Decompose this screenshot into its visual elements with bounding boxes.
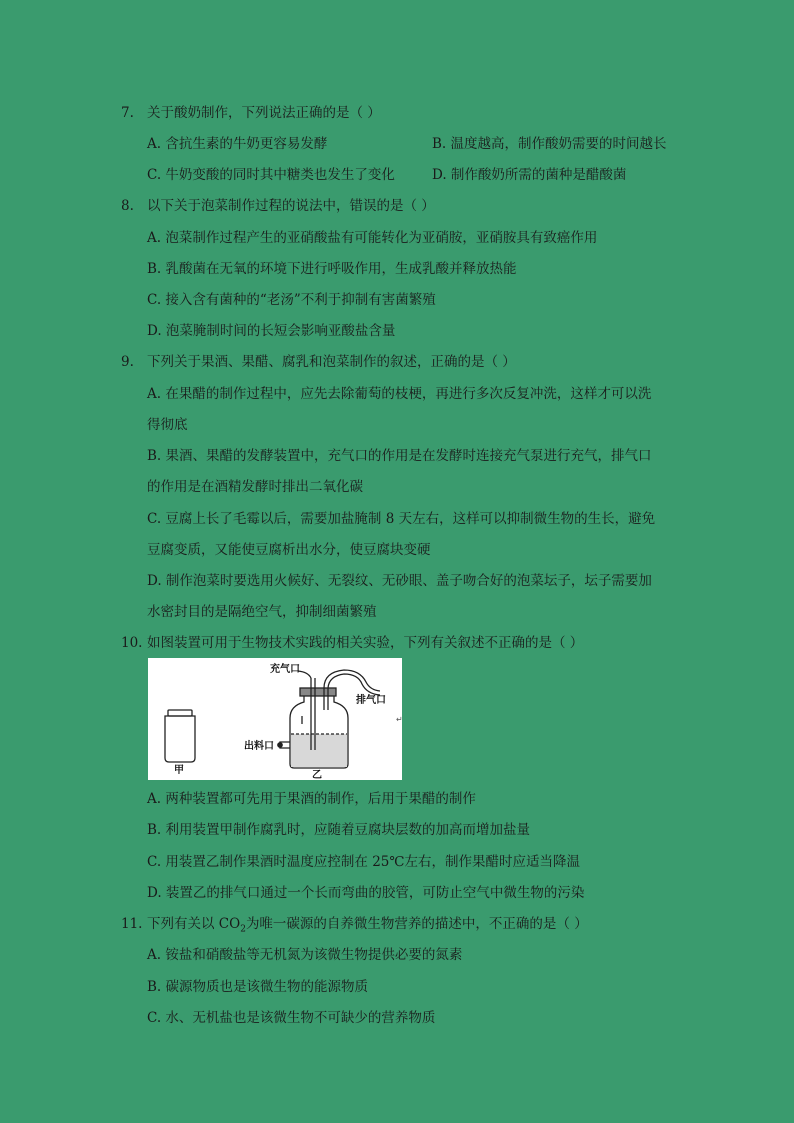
question-11-stem: [121, 915, 588, 939]
question-number: 7.: [121, 105, 134, 121]
label-yi: 乙: [312, 770, 322, 781]
option-a: A. 含抗生素的牛奶更容易发酵: [147, 136, 328, 152]
question-text: 以下关于泡菜制作过程的说法中，错误的是（ ）: [147, 198, 435, 214]
option-c-line-2: 豆腐变质，又能使豆腐析出水分，使豆腐块变硬: [147, 542, 431, 558]
option-b: B. 利用装置甲制作腐乳时，应随着豆腐块层数的加高而增加盐量: [147, 822, 531, 838]
option-b: B. 乳酸菌在无氧的环境下进行呼吸作用，生成乳酸并释放热能: [147, 261, 517, 277]
label-discharge: 出料口: [244, 741, 274, 752]
question-number: 11.: [121, 916, 143, 932]
question-8-stem: [121, 197, 435, 215]
question-7-stem: [121, 104, 381, 122]
option-d-line-1: D. 制作泡菜时要选用火候好、无裂纹、无砂眼、盖子吻合好的泡菜坛子，坛子需要加: [147, 573, 652, 589]
option-d: D. 装置乙的排气口通过一个长而弯曲的胶管，可防止空气中微生物的污染: [147, 885, 585, 901]
question-number: 8.: [121, 198, 134, 214]
label-outlet: 排气口: [356, 695, 386, 706]
question-text-pre: 下列有关以 CO: [147, 916, 241, 932]
question-number: 9.: [121, 354, 134, 370]
option-a: A. 铵盐和硝酸盐等无机氮为该微生物提供必要的氮素: [147, 947, 463, 963]
option-a-line-2: 得彻底: [147, 417, 188, 433]
question-text: 关于酸奶制作，下列说法正确的是（ ）: [147, 105, 381, 121]
option-a: A. 泡菜制作过程产生的亚硝酸盐有可能转化为亚硝胺，亚硝胺具有致癌作用: [147, 230, 598, 246]
question-text: 如图装置可用于生物技术实践的相关实验，下列有关叙述不正确的是（ ）: [147, 635, 584, 651]
question-10-stem: [121, 634, 583, 652]
option-d-line-2: 水密封目的是隔绝空气，抑制细菌繁殖: [147, 604, 377, 620]
question-9-stem: [121, 353, 516, 371]
option-b-line-2: 的作用是在酒精发酵时排出二氧化碳: [147, 479, 363, 495]
option-d: D. 泡菜腌制时间的长短会影响亚酸盐含量: [147, 323, 396, 339]
svg-text:↵: ↵: [396, 715, 403, 724]
question-text: 下列关于果酒、果醋、腐乳和泡菜制作的叙述，正确的是（ ）: [147, 354, 516, 370]
option-b: B. 碳源物质也是该微生物的能源物质: [147, 979, 369, 995]
option-c: C. 水、无机盐也是该微生物不可缺少的营养物质: [147, 1010, 436, 1026]
option-b: B. 温度越高，制作酸奶需要的时间越长: [432, 136, 667, 152]
label-inlet: 充气口: [270, 664, 300, 675]
option-a: A. 两种装置都可先用于果酒的制作，后用于果醋的制作: [147, 791, 476, 807]
question-text-post: 为唯一碳源的自养微生物营养的描述中，不正确的是（ ）: [245, 916, 588, 932]
option-c: C. 牛奶变酸的同时其中糖类也发生了变化: [147, 167, 395, 183]
option-c: C. 接入含有菌种的“老汤”不利于抑制有害菌繁殖: [147, 292, 436, 308]
option-b-line-1: B. 果酒、果醋的发酵装置中，充气口的作用是在发酵时连接充气泵进行充气，排气口: [147, 448, 652, 464]
option-c-line-1: C. 豆腐上长了毛霉以后，需要加盐腌制 8 天左右，这样可以抑制微生物的生长，避免: [147, 511, 656, 527]
option-a-line-1: A. 在果醋的制作过程中，应先去除葡萄的枝梗，再进行多次反复冲洗，这样才可以洗: [147, 386, 652, 402]
apparatus-yi-drawing: [278, 670, 380, 768]
question-number: 10.: [121, 635, 143, 651]
bottle-jia-drawing: [165, 710, 195, 762]
question-text-subscript: 2: [240, 924, 246, 935]
label-jia: 甲: [174, 765, 184, 776]
apparatus-figure: [148, 658, 402, 780]
option-c: C. 用装置乙制作果酒时温度应控制在 25℃左右，制作果醋时应适当降温: [147, 854, 581, 870]
option-d: D. 制作酸奶所需的菌种是醋酸菌: [432, 167, 627, 183]
